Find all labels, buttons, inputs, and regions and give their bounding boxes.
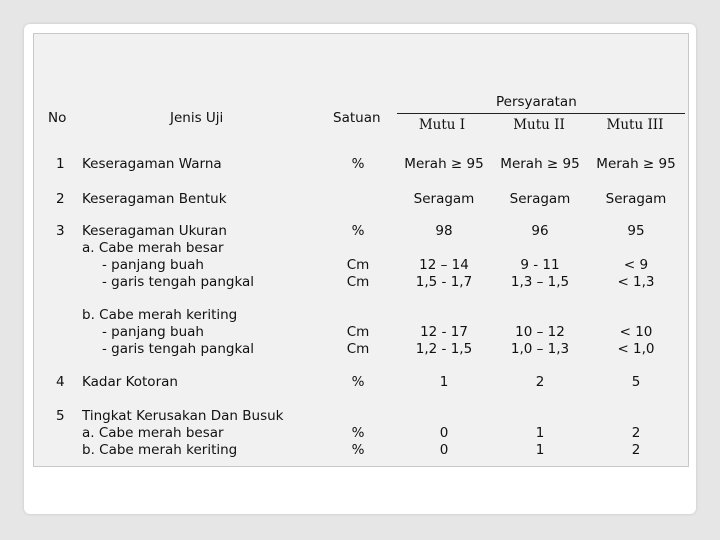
row-3b-garis-jenis: - garis tengah pangkal [102, 341, 255, 357]
header-mutu-1: Mutu I [418, 117, 466, 133]
row-3a-panjang-mutu-1: 12 – 14 [419, 257, 469, 273]
row-3-mutu-2: 96 [531, 223, 549, 239]
row-5a-satuan: % [351, 425, 365, 441]
row-3a-garis-mutu-3: < 1,3 [617, 274, 655, 290]
row-3b-garis-satuan: Cm [346, 341, 370, 357]
row-3-no: 3 [56, 223, 65, 239]
row-3a-panjang-jenis: - panjang buah [102, 257, 204, 273]
row-5-no: 5 [56, 408, 65, 424]
row-2-jenis: Keseragaman Bentuk [82, 191, 227, 207]
row-5b-satuan: % [351, 442, 365, 458]
row-2-mutu-2: Seragam [509, 191, 571, 207]
header-jenis-uji: Jenis Uji [170, 110, 224, 126]
row-3b-panjang-satuan: Cm [346, 324, 370, 340]
row-3a-garis-mutu-1: 1,5 - 1,7 [415, 274, 473, 290]
row-5b-jenis: b. Cabe merah keriting [82, 442, 238, 458]
header-satuan: Satuan [333, 110, 381, 126]
row-2-no: 2 [56, 191, 65, 207]
row-2-mutu-3: Seragam [605, 191, 667, 207]
row-3a-panjang-mutu-2: 9 - 11 [520, 257, 560, 273]
header-divider [397, 113, 685, 114]
row-3b-panjang-mutu-2: 10 – 12 [515, 324, 565, 340]
row-4-mutu-2: 2 [535, 374, 545, 390]
row-1-no: 1 [56, 156, 65, 172]
row-5a-mutu-1: 0 [439, 425, 449, 441]
row-4-mutu-3: 5 [631, 374, 641, 390]
row-5b-mutu-2: 1 [535, 442, 545, 458]
row-3b-panjang-mutu-3: < 10 [619, 324, 653, 340]
row-3-jenis: Keseragaman Ukuran [82, 223, 227, 239]
row-3a-garis-satuan: Cm [346, 274, 370, 290]
row-5b-mutu-1: 0 [439, 442, 449, 458]
row-3-mutu-3: 95 [627, 223, 645, 239]
row-3b-panjang-mutu-1: 12 - 17 [420, 324, 468, 340]
header-no: No [48, 110, 67, 126]
row-5b-mutu-3: 2 [631, 442, 641, 458]
row-5a-mutu-3: 2 [631, 425, 641, 441]
row-3b-garis-mutu-1: 1,2 - 1,5 [415, 341, 473, 357]
row-3-mutu-1: 98 [435, 223, 453, 239]
row-3a-garis-mutu-2: 1,3 – 1,5 [510, 274, 570, 290]
header-mutu-2: Mutu II [513, 117, 565, 133]
row-1-satuan: % [351, 156, 365, 172]
row-5a-jenis: a. Cabe merah besar [82, 425, 224, 441]
row-4-satuan: % [351, 374, 365, 390]
row-3b-jenis: b. Cabe merah keriting [82, 307, 238, 323]
row-2-mutu-1: Seragam [413, 191, 475, 207]
row-3a-jenis: a. Cabe merah besar [82, 240, 224, 256]
row-3b-garis-mutu-3: < 1,0 [617, 341, 655, 357]
row-1-mutu-2: Merah ≥ 95 [500, 156, 580, 172]
row-3b-panjang-jenis: - panjang buah [102, 324, 204, 340]
row-4-no: 4 [56, 374, 65, 390]
row-1-mutu-3: Merah ≥ 95 [596, 156, 676, 172]
row-5a-mutu-2: 1 [535, 425, 545, 441]
header-mutu-3: Mutu III [606, 117, 664, 133]
row-3a-panjang-satuan: Cm [346, 257, 370, 273]
row-3a-panjang-mutu-3: < 9 [623, 257, 649, 273]
row-1-jenis: Keseragaman Warna [82, 156, 222, 172]
row-4-jenis: Kadar Kotoran [82, 374, 178, 390]
row-3a-garis-jenis: - garis tengah pangkal [102, 274, 255, 290]
row-5-jenis: Tingkat Kerusakan Dan Busuk [82, 408, 284, 424]
row-3-satuan: % [351, 223, 365, 239]
row-3b-garis-mutu-2: 1,0 – 1,3 [510, 341, 570, 357]
row-1-mutu-1: Merah ≥ 95 [404, 156, 484, 172]
row-4-mutu-1: 1 [439, 374, 449, 390]
header-persyaratan: Persyaratan [496, 94, 577, 110]
